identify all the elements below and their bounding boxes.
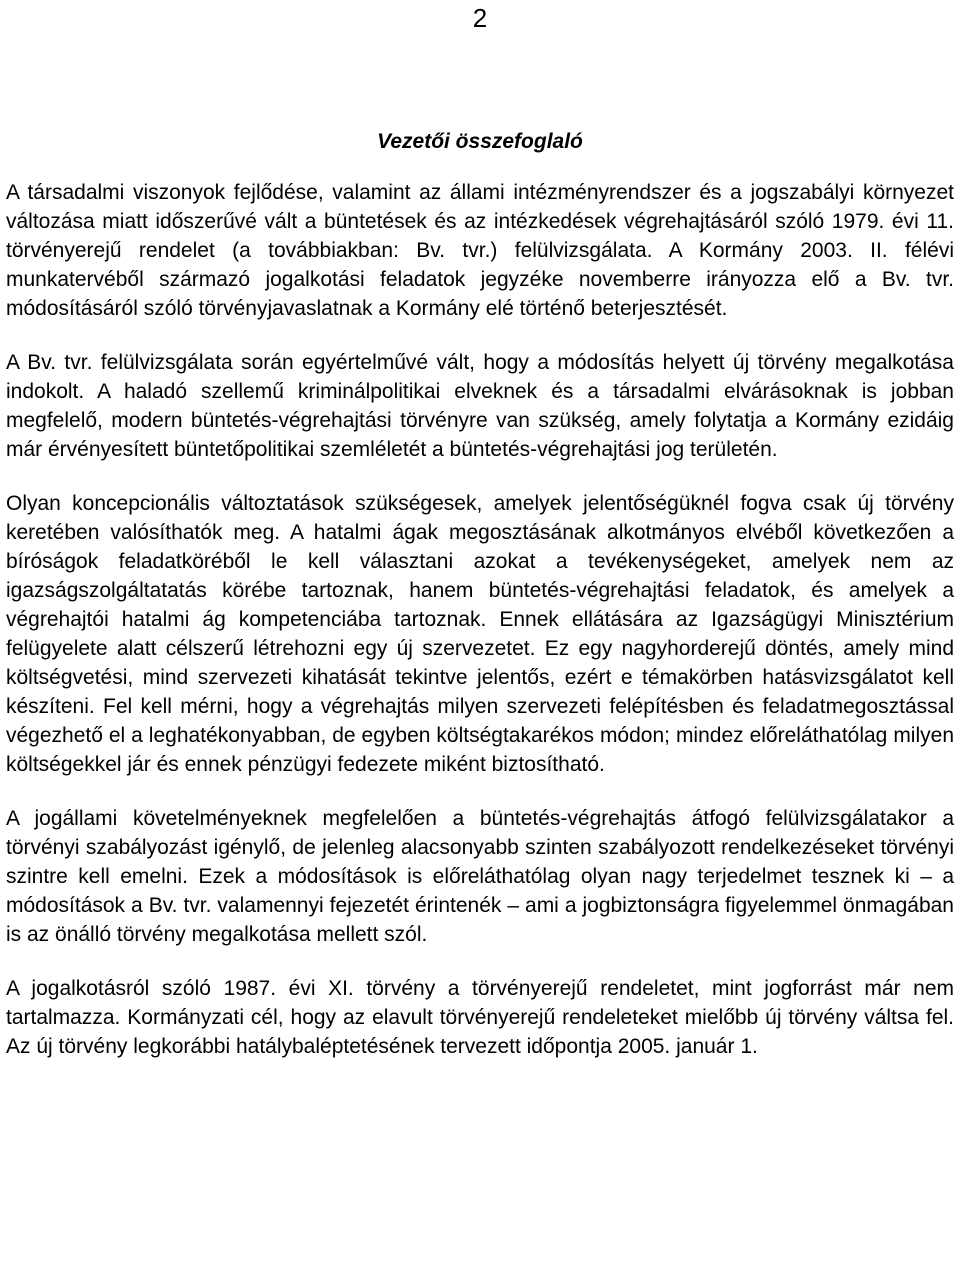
page-number: 2 [472,3,488,33]
paragraph-1: A társadalmi viszonyok fejlődése, valamint az állami intézményrendszer és a jogszabályi környezet változása miatt időszerűvé vált a büntetések és az intézkedések végrehajtásáról szóló 1979. évi 11. törvényerejű rendelet (a továbbiakban: Bv. tvr.) felülvizsgálata. A Kormány 2003. II. félévi munkatervéből származó jogalkotási feladatok jegyzéke novemberre irányozza elő a Bv. tvr. módosításáról szóló törvényjavaslatnak a Kormány elé történő beterjesztését. [6,181,954,320]
document-body [6,128,954,1086]
paragraph-4: A jogállami követelményeknek megfelelően a büntetés-végrehajtás átfogó felülvizsgálatakor a törvényi szabályozást igénylő, de jelenleg alacsonyabb szinten szabályozott rendelkezéseket törvényi szintre kell emelni. Ezek a módosítások is előreláthatólag olyan nagy terjedelmet tesznek ki – a módosítások a Bv. tvr. valamennyi fejezetét érintenék – ami a jogbiztonságra figyelemmel önmagában is az önálló törvény megalkotása mellett szól. [6,807,954,946]
paragraph-5: A jogalkotásról szóló 1987. évi XI. törvény a törvényerejű rendeletet, mint jogforrást már nem tartalmazza. Kormányzati cél, hogy az elavult törvényerejű rendeleteket mielőbb új törvény váltsa fel. Az új törvény legkorábbi hatálybaléptetésének tervezett időpontja 2005. január 1. [6,977,954,1058]
paragraph-3: Olyan koncepcionális változtatások szükségesek, amelyek jelentőségüknél fogva csak új törvény keretében valósíthatók meg. A hatalmi ágak megosztásának alkotmányos elvéből következően a bíróságok feladatköréből le kell választani azokat a tevékenységeket, amelyek nem az igazságszolgáltatatás körébe tartoznak, hanem büntetés-végrehajtási feladatok, és amelyek a végrehajtói hatalmi ág kompetenciába tartoznak. Ennek ellátására az Igazságügyi Minisztérium felügyelete alatt célszerű létrehozni egy új szervezetet. Ez egy nagyhorderejű döntés, amely mind költségvetési, mind szervezeti kihatását tekintve jelentős, ezért e témakörben hatásvizsgálatot kell készíteni. Fel kell mérni, hogy a végrehajtás milyen szervezeti felépítésben és feladatmegosztással végezhető el a leghatékonyabban, de egyben költségtakarékos módon; mindez előreláthatólag milyen költségekkel jár és ennek pénzügyi fedezete miként biztosítható. [6,492,954,776]
document-title: Vezetői összefoglaló [377,130,583,153]
paragraph-2: A Bv. tvr. felülvizsgálata során egyértelművé vált, hogy a módosítás helyett új törvény megalkotása indokolt. A haladó szellemű kriminálpolitikai elveknek és a társadalmi elvárásoknak is jobban megfelelő, modern büntetés-végrehajtási törvényre van szükség, amely folytatja a Kormány ezidáig már érvényesített büntetőpolitikai szemléletét a büntetés-végrehajtási jog területén. [6,351,954,461]
